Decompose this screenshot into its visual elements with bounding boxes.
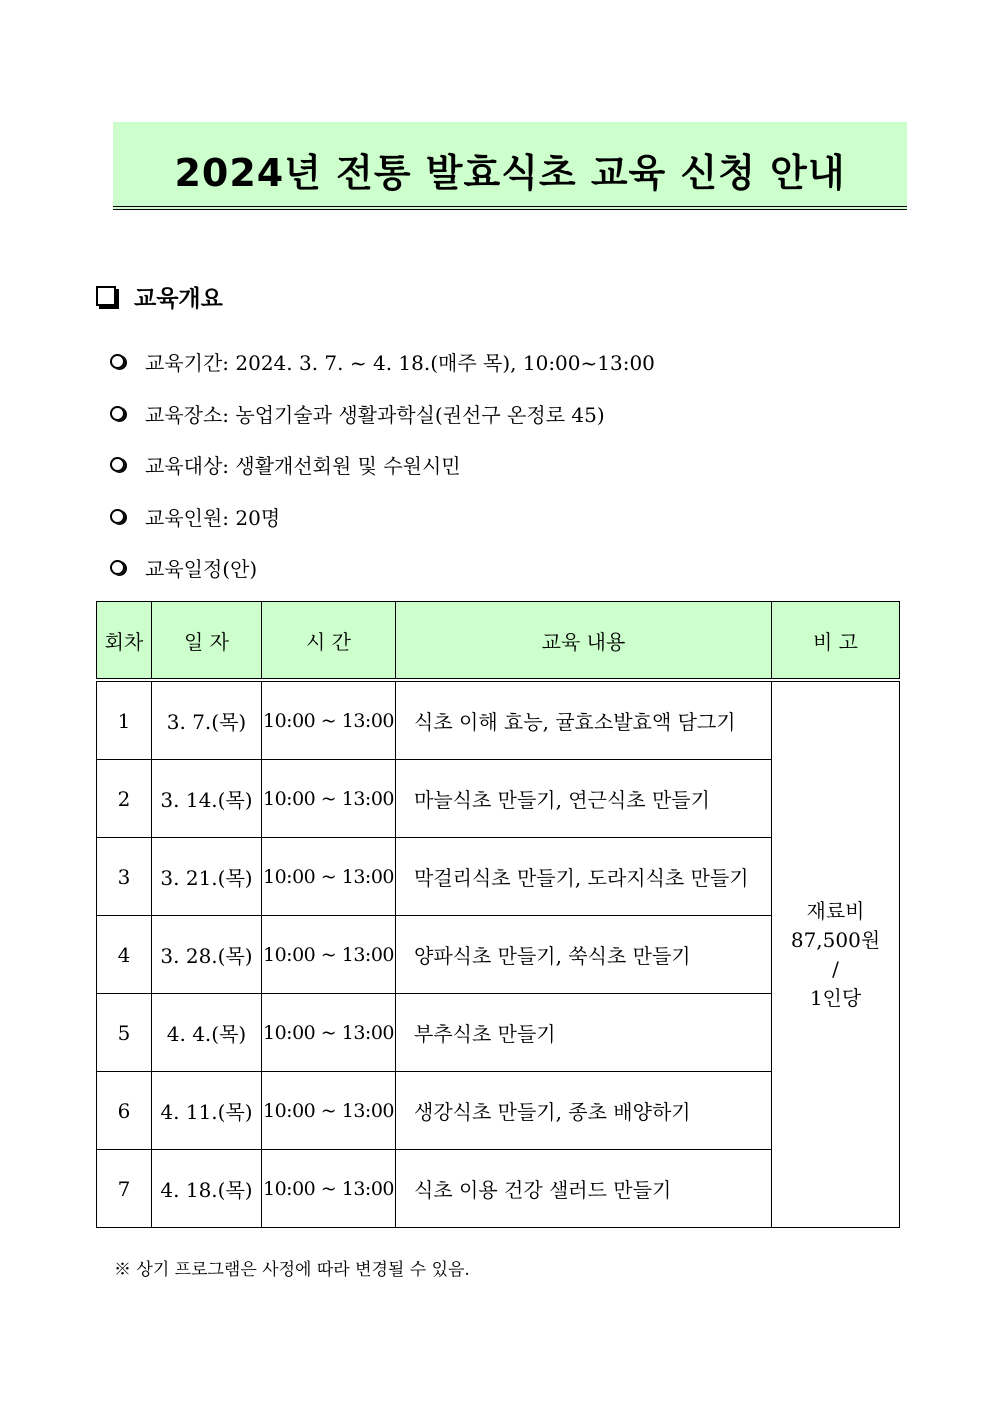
row-date: 3. 28.(목) — [152, 916, 262, 994]
row-no: 2 — [97, 760, 152, 838]
row-content: 부추식초 만들기 — [396, 994, 772, 1072]
row-time: 10:00 ~ 13:00 — [262, 680, 396, 760]
footnote: ※ 상기 프로그램은 사정에 따라 변경될 수 있음. — [114, 1260, 470, 1280]
row-date: 3. 21.(목) — [152, 838, 262, 916]
square-bullet-icon — [96, 286, 116, 306]
schedule-table — [96, 601, 900, 1228]
row-date: 4. 18.(목) — [152, 1150, 262, 1228]
row-time: 10:00 ~ 13:00 — [262, 1072, 396, 1150]
row-time: 10:00 ~ 13:00 — [262, 1150, 396, 1228]
page-title: 2024년 전통 발효식초 교육 신청 안내 — [174, 151, 846, 195]
row-content: 막걸리식초 만들기, 도라지식초 만들기 — [396, 838, 772, 916]
row-date: 4. 11.(목) — [152, 1072, 262, 1150]
header-note: 비 고 — [772, 602, 900, 681]
row-no: 4 — [97, 916, 152, 994]
note-line: 재료비 — [806, 898, 865, 923]
overview-item-target — [108, 439, 655, 491]
overview-item-place — [108, 388, 655, 440]
row-no: 6 — [97, 1072, 152, 1150]
overview-item-schedule — [108, 542, 655, 594]
row-date: 4. 4.(목) — [152, 994, 262, 1072]
overview-text: 교육일정(안) — [145, 557, 258, 582]
circle-bullet-icon — [110, 354, 125, 369]
overview-list — [108, 336, 655, 594]
note-line: 87,500원 — [790, 927, 881, 952]
row-content: 식초 이해 효능, 귤효소발효액 담그기 — [396, 680, 772, 760]
row-time: 10:00 ~ 13:00 — [262, 994, 396, 1072]
section-header — [96, 280, 223, 312]
row-time: 10:00 ~ 13:00 — [262, 838, 396, 916]
note-cell — [772, 680, 900, 1228]
overview-text: 교육대상: 생활개선회원 및 수원시민 — [145, 454, 461, 479]
row-date: 3. 7.(목) — [152, 680, 262, 760]
circle-bullet-icon — [110, 560, 125, 575]
row-date: 3. 14.(목) — [152, 760, 262, 838]
overview-text: 교육기간: 2024. 3. 7. ~ 4. 18.(매주 목), 10:00~13:00 — [145, 351, 655, 376]
overview-item-count — [108, 491, 655, 543]
row-content: 생강식초 만들기, 종초 배양하기 — [396, 1072, 772, 1150]
header-no: 회차 — [97, 602, 152, 681]
note-line: 1인당 — [809, 985, 862, 1010]
section-heading: 교육개요 — [134, 285, 223, 312]
table-header-row — [97, 602, 900, 681]
header-time: 시 간 — [262, 602, 396, 681]
row-no: 3 — [97, 838, 152, 916]
row-content: 마늘식초 만들기, 연근식초 만들기 — [396, 760, 772, 838]
table-row — [97, 680, 900, 760]
circle-bullet-icon — [110, 457, 125, 472]
row-content: 양파식초 만들기, 쑥식초 만들기 — [396, 916, 772, 994]
row-no: 7 — [97, 1150, 152, 1228]
row-time: 10:00 ~ 13:00 — [262, 916, 396, 994]
overview-item-period — [108, 336, 655, 388]
row-no: 5 — [97, 994, 152, 1072]
circle-bullet-icon — [110, 406, 125, 421]
header-content: 교육 내용 — [396, 602, 772, 681]
header-date: 일 자 — [152, 602, 262, 681]
title-banner — [113, 122, 907, 210]
note-line: / — [832, 956, 839, 981]
row-no: 1 — [97, 680, 152, 760]
overview-text: 교육장소: 농업기술과 생활과학실(권선구 온정로 45) — [145, 402, 605, 427]
overview-text: 교육인원: 20명 — [145, 505, 281, 530]
circle-bullet-icon — [110, 509, 125, 524]
row-time: 10:00 ~ 13:00 — [262, 760, 396, 838]
row-content: 식초 이용 건강 샐러드 만들기 — [396, 1150, 772, 1228]
